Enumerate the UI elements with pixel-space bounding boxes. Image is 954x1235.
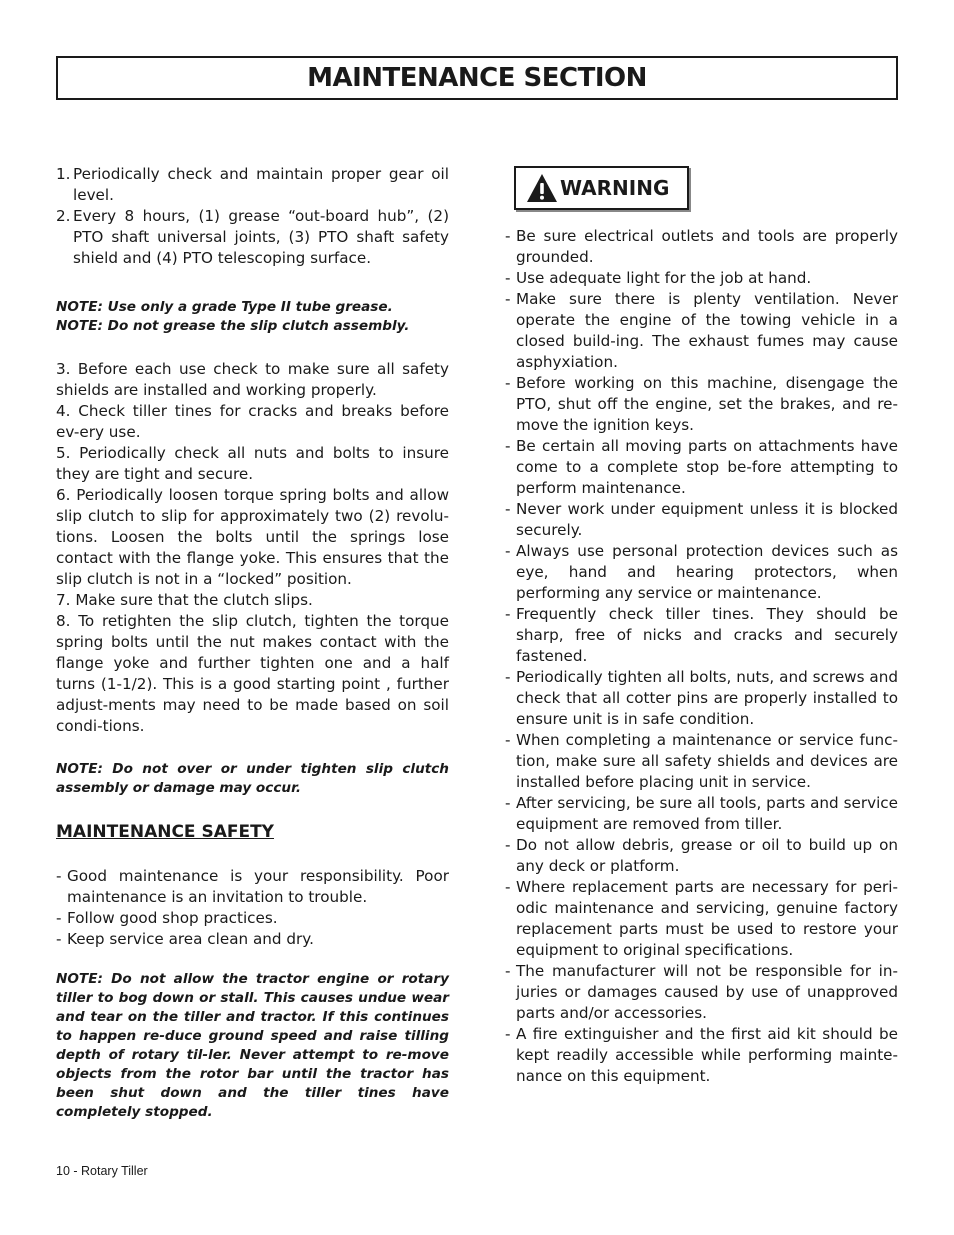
list-item: - Before working on this machine, disengage the PTO, shut off the engine, set the brakes, and re-move the ignition keys. (505, 374, 898, 434)
warning-list (505, 226, 898, 1087)
list-item-text: Follow good shop practices. (67, 909, 278, 927)
list-item: - Frequently check tiller tines. They should be sharp, free of nicks and cracks and securely fastened. (505, 605, 898, 665)
list-item-text: Use adequate light for the job at hand. (516, 269, 812, 287)
list-item (56, 164, 449, 206)
right-column (505, 166, 898, 1087)
list-item-text: Before working on this machine, disengage the PTO, shut off the engine, set the brakes, and re-move the ignition keys. (516, 374, 898, 434)
maintenance-safety-heading: MAINTENANCE SAFETY (56, 822, 274, 842)
list-item-text: Good maintenance is your responsibility. Poor maintenance is an invitation to trouble. (67, 867, 449, 906)
list-item: - Use adequate light for the job at hand. (505, 268, 898, 289)
list-item: 3. Before each use check to make sure all safety shields are installed and working properly. (56, 360, 449, 399)
list-item-text: Always use personal protection devices such as eye, hand and hearing protectors, when performing any service or maintenance. (516, 542, 898, 602)
page-title: MAINTENANCE SECTION (307, 63, 647, 93)
tiller-stall-note: NOTE: Do not allow the tractor engine or rotary tiller to bog down or stall. This causes undue wear and tear on the tiller and tractor. If this continues to happen re-duce ground speed and raise tilling depth of rotary til-ler. Never attempt to re-move objects from the rotor bar until the tractor has been shut down and the tiller tines have completely stopped. (56, 971, 449, 1120)
list-item: - Periodically tighten all bolts, nuts, and screws and check that all cotter pins are properly installed to ensure unit is in safe condition. (505, 668, 898, 728)
list-item-text: Be certain all moving parts on attachments have come to a complete stop be-fore attempting to perform maintenance. (516, 437, 898, 497)
list-item: - Make sure there is plenty ventilation. Never operate the engine of the towing vehicle in a closed build-ing. The exhaust fumes may cause asphyxiation. (505, 290, 898, 371)
list-item: 8. To retighten the slip clutch, tighten the torque spring bolts until the nut makes contact with the flange yoke and further tighten one and a half turns (1-1/2). This is a good starting point , further adjust-ments may need to be made based on soil condi-tions. (56, 612, 449, 735)
list-item (56, 206, 449, 269)
list-item-text: A fire extinguisher and the first aid kit should be kept readily accessible while performing mainte-nance on this equipment. (516, 1025, 898, 1085)
left-column (56, 164, 449, 1122)
list-item-text: After servicing, be sure all tools, parts and service equipment are removed from tiller. (516, 794, 898, 833)
list-item: - Follow good shop practices. (56, 908, 449, 929)
list-item: - The manufacturer will not be responsible for in-juries or damages caused by use of unapproved parts and/or accessories. (505, 962, 898, 1022)
step-text: Periodically check and maintain proper gear oil level. (73, 165, 449, 204)
list-item-text: Do not allow debris, grease or oil to build up on any deck or platform. (516, 836, 898, 875)
grease-steps-list (56, 164, 449, 269)
list-item: - Be sure electrical outlets and tools are properly grounded. (505, 227, 898, 266)
warning-label: WARNING (560, 175, 670, 200)
step-text: Every 8 hours, (1) grease “out-board hub”, (2) PTO shaft universal joints, (3) PTO shaft safety shield and (4) PTO telescoping surface. (73, 207, 449, 267)
list-item: 7. Make sure that the clutch slips. (56, 591, 313, 609)
list-item: 6. Periodically loosen torque spring bolts and allow slip clutch to slip for approximately two (2) revolu-tions. Loosen the bolts until the springs lose contact with the flange yoke. This ensures that the slip clutch is not in a “locked” position. (56, 486, 449, 588)
list-item-text: Keep service area clean and dry. (67, 930, 314, 948)
list-item: - Always use personal protection devices such as eye, hand and hearing protectors, when performing any service or maintenance. (505, 542, 898, 602)
list-item: - After servicing, be sure all tools, parts and service equipment are removed from tiller. (505, 794, 898, 833)
list-item: - Be certain all moving parts on attachments have come to a complete stop be-fore attempting to perform maintenance. (505, 437, 898, 497)
list-item: - Keep service area clean and dry. (56, 929, 449, 950)
slip-clutch-grease-note: NOTE: Do not grease the slip clutch assembly. (56, 318, 410, 334)
list-item-text: Frequently check tiller tines. They should be sharp, free of nicks and cracks and securely fastened. (516, 605, 898, 665)
safety-list (56, 866, 449, 950)
warning-banner (514, 166, 689, 210)
list-item: 5. Periodically check all nuts and bolts to insure they are tight and secure. (56, 444, 449, 483)
list-item: - Never work under equipment unless it is blocked securely. (505, 500, 898, 539)
list-item: - When completing a maintenance or service func-tion, make sure all safety shields and devices are installed before placing unit in service. (505, 731, 898, 791)
list-item-text: Be sure electrical outlets and tools are properly grounded. (516, 227, 898, 266)
list-item-text: When completing a maintenance or service func-tion, make sure all safety shields and devices are installed before placing unit in service. (516, 731, 898, 791)
list-item: - Do not allow debris, grease or oil to build up on any deck or platform. (505, 836, 898, 875)
grease-type-note: NOTE: Use only a grade Type II tube grease. (56, 299, 393, 315)
list-item: - Good maintenance is your responsibility. Poor maintenance is an invitation to trouble. (56, 867, 449, 906)
step-number: 1. (56, 165, 71, 183)
list-item: - Where replacement parts are necessary for peri-odic maintenance and servicing, genuine factory replacement parts must be used to restore your equipment to original specifications. (505, 878, 898, 959)
slip-clutch-tighten-note: NOTE: Do not over or under tighten slip clutch assembly or damage may occur. (56, 761, 449, 796)
warning-triangle-icon (526, 172, 558, 204)
list-item-text: Periodically tighten all bolts, nuts, and screws and check that all cotter pins are properly installed to ensure unit is in safe condition. (516, 668, 898, 728)
list-item: 4. Check tiller tines for cracks and breaks before ev-ery use. (56, 402, 449, 441)
maintenance-steps-list (56, 359, 449, 737)
section-title-box (56, 56, 898, 100)
step-number: 2. (56, 207, 71, 225)
list-item-text: The manufacturer will not be responsible for in-juries or damages caused by use of unapproved parts and/or accessories. (516, 962, 898, 1022)
list-item-text: Make sure there is plenty ventilation. Never operate the engine of the towing vehicle in a closed build-ing. The exhaust fumes may cause asphyxiation. (516, 290, 898, 371)
list-item-text: Where replacement parts are necessary for peri-odic maintenance and servicing, genuine factory replacement parts must be used to restore your equipment to original specifications. (516, 878, 898, 959)
list-item-text: Never work under equipment unless it is blocked securely. (516, 500, 898, 539)
list-item: - A fire extinguisher and the first aid kit should be kept readily accessible while performing mainte-nance on this equipment. (505, 1025, 898, 1085)
page-footer: 10 - Rotary Tiller (56, 1164, 148, 1178)
